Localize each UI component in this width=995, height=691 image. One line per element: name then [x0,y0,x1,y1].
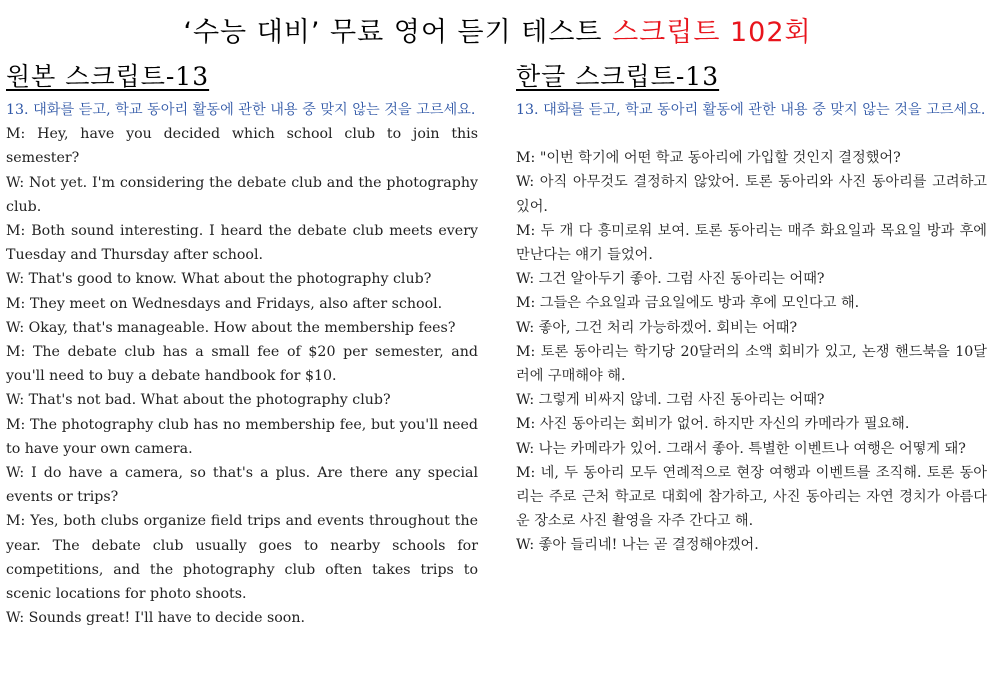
dialogue-line: W: 그건 알아두기 좋아. 그럼 사진 동아리는 어때? [516,271,825,288]
dialogue-line: W: 좋아 들리네! 나는 곧 결정해야겠어. [516,537,759,554]
dialogue-line: W: 나는 카메라가 있어. 그래서 좋아. 특별한 이벤트나 여행은 어떻게 돼? [516,440,966,457]
dialogue-line: M: Hey, have you decided which school club to join this semester? [6,126,478,167]
title-highlight: 스크립트 102회 [612,17,812,48]
dialogue-line: M: 그들은 수요일과 금요일에도 방과 후에 모인다고 해. [516,295,860,312]
title-main: ‘수능 대비’ 무료 영어 듣기 테스트 [183,17,613,48]
dialogue-line: W: Sounds great! I'll have to decide soon. [6,610,305,627]
dialogue-line: W: Okay, that's manageable. How about the membership fees? [6,319,456,336]
dialogue-line: W: Not yet. I'm considering the debate club and the photography club. [6,174,478,215]
question-text: 13. 대화를 듣고, 학교 동아리 활동에 관한 내용 중 맞지 않는 것을 고르세요. [6,102,476,118]
dialogue-line: W: I do have a camera, so that's a plus. Are there any special events or trips? [6,465,478,506]
question-text: 13. 대화를 듣고, 학교 동아리 활동에 관한 내용 중 맞지 않는 것을 고르세요. [516,102,986,118]
dialogue-line: M: "이번 학기에 어떤 학교 동아리에 가입할 것인지 결정했어? [516,150,901,167]
dialogue-line: M: Both sound interesting. I heard the debate club meets every Tuesday and Thursday after school. [6,223,478,264]
dialogue-line: W: That's not bad. What about the photography club? [6,392,391,409]
dialogue-line: M: 네, 두 동아리 모두 연례적으로 현장 여행과 이벤트를 조직해. 토론 동아리는 주로 근처 학교로 대회에 참가하고, 사진 동아리는 자연 경치가 아름다운 장소로 사진 촬영을 자주 간다고 해. [516,464,987,530]
dialogue-line: W: 아직 아무것도 결정하지 않았어. 토론 동아리와 사진 동아리를 고려하고 있어. [516,174,987,215]
dialogue-line: M: The debate club has a small fee of $20 per semester, and you'll need to buy a debate handbook for $10. [6,344,478,385]
dialogue-line: M: 토론 동아리는 학기당 20달러의 소액 회비가 있고, 논쟁 핸드북을 10달러에 구매해야 해. [516,343,987,385]
korean-script-column [516,62,987,558]
dialogue-line: M: They meet on Wednesdays and Fridays, also after school. [6,295,443,312]
dialogue-line: W: 좋아, 그건 처리 가능하겠어. 회비는 어때? [516,319,798,336]
dialogue-line: M: 두 개 다 흥미로워 보여. 토론 동아리는 매주 화요일과 목요일 방과 후에 만난다는 얘기 들었어. [516,222,987,264]
original-script-heading: 원본 스크립트-13 [6,62,210,91]
original-script-column [6,62,478,630]
page-title [0,10,995,49]
dialogue-line: W: 그렇게 비싸지 않네. 그럼 사진 동아리는 어때? [516,392,825,409]
dialogue-line: M: The photography club has no membership fee, but you'll need to have your own camera. [6,416,478,457]
dialogue-line: W: That's good to know. What about the photography club? [6,271,432,288]
dialogue-line: M: Yes, both clubs organize field trips and events throughout the year. The debate club usually goes to nearby schools for competitions, and the photography club often takes trips to scenic locations for photo shoots. [6,513,478,603]
korean-script-heading: 한글 스크립트-13 [516,62,720,91]
dialogue-line: M: 사진 동아리는 회비가 없어. 하지만 자신의 카메라가 필요해. [516,416,910,433]
spacer [516,122,987,146]
